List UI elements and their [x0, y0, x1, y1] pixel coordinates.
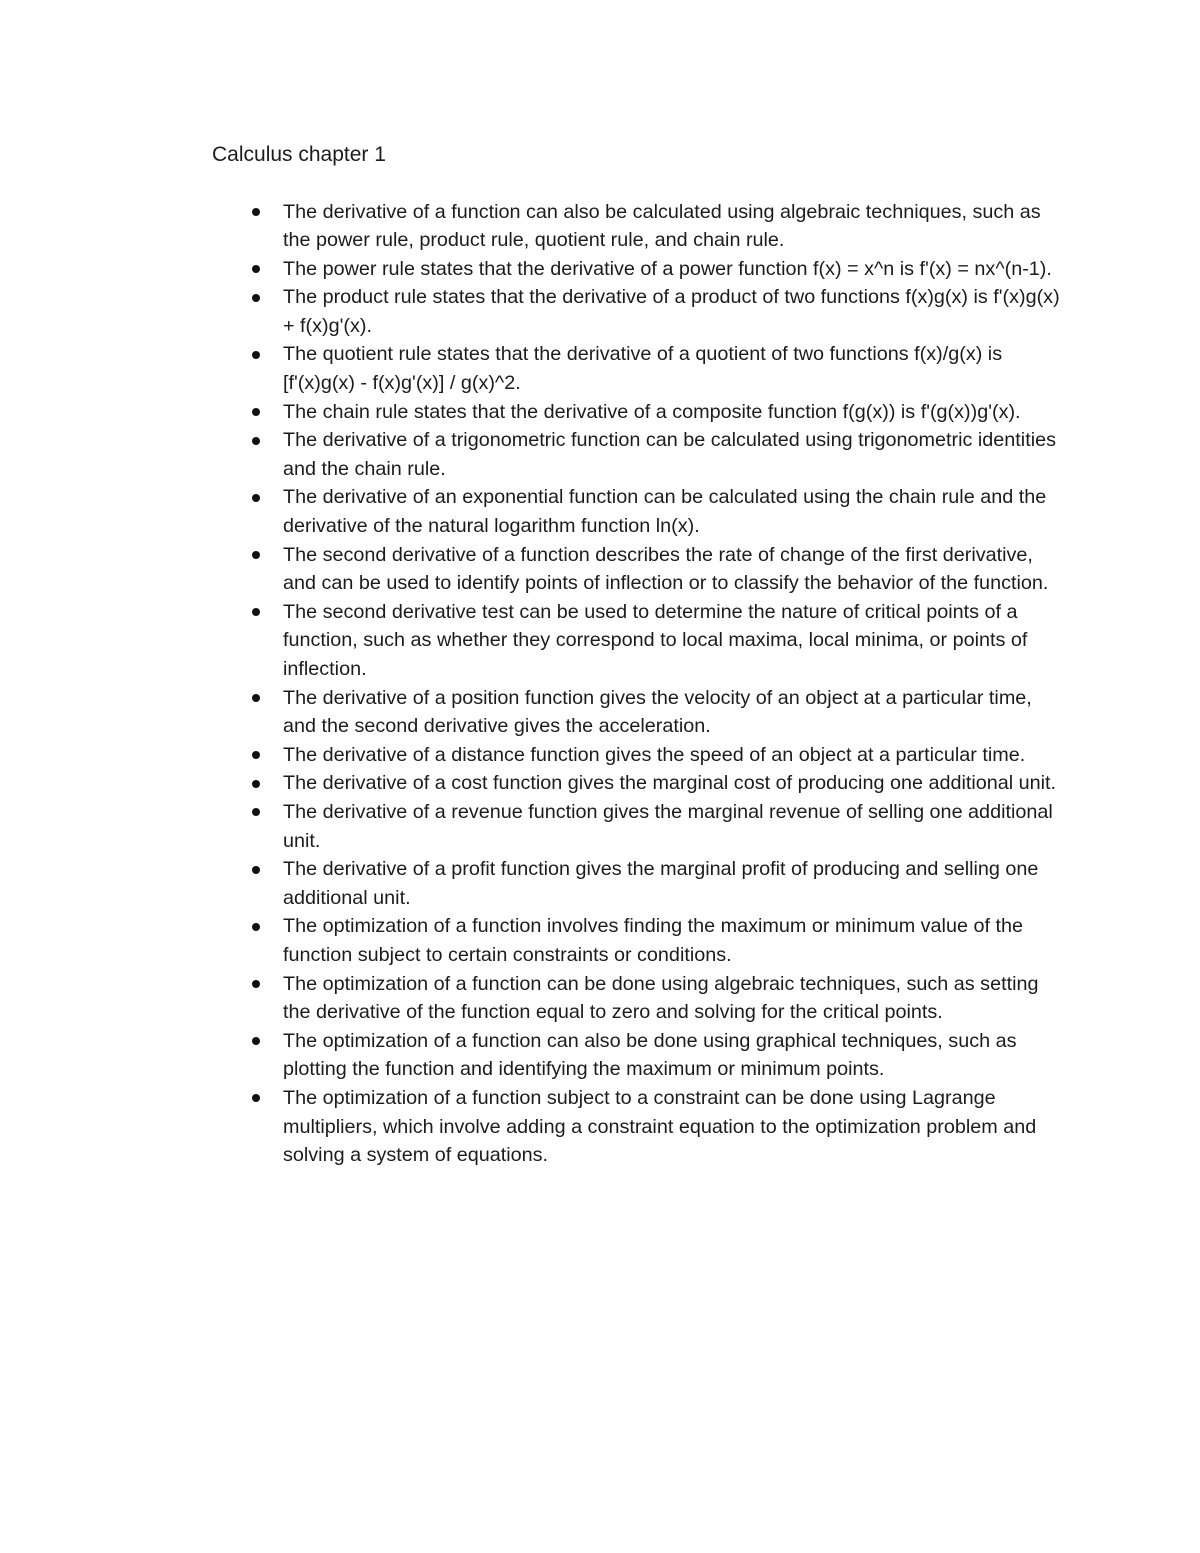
bullet-icon	[252, 751, 260, 759]
list-item	[0, 598, 1063, 684]
list-item	[0, 283, 1063, 340]
list-item	[0, 970, 1063, 1027]
page-title: Calculus chapter 1	[212, 143, 386, 166]
list-item-text: The second derivative test can be used to determine the nature of critical points of a function, such as whether they correspond to local maxima, local minima, or points of inflection.	[283, 600, 1028, 680]
list-item	[0, 483, 1063, 540]
bullet-icon	[252, 866, 260, 874]
list-item	[0, 426, 1063, 483]
list-item	[0, 741, 1063, 770]
list-item	[0, 855, 1063, 912]
bullet-icon	[252, 437, 260, 445]
list-item	[0, 684, 1063, 741]
bullet-icon	[252, 351, 260, 359]
list-item-text: The derivative of a profit function gives the marginal profit of producing and selling one additional unit.	[283, 858, 1039, 909]
bullet-list	[0, 198, 1063, 1170]
bullet-icon	[252, 1094, 260, 1102]
list-item	[0, 769, 1063, 798]
list-item-text: The derivative of a revenue function gives the marginal revenue of selling one additional unit.	[283, 800, 1053, 852]
bullet-icon	[252, 408, 260, 416]
list-item-text: The optimization of a function can be done using algebraic techniques, such as setting the derivative of the function equal to zero and solving for the critical points.	[283, 972, 1039, 1024]
list-item	[0, 340, 1063, 397]
list-item-text: The derivative of a distance function gives the speed of an object at a particular time.	[283, 743, 1026, 766]
list-item-text: The derivative of a function can also be calculated using algebraic techniques, such as the power rule, product rule, quotient rule, and chain rule.	[283, 200, 1041, 252]
bullet-icon	[252, 1037, 260, 1045]
list-item	[0, 541, 1063, 598]
list-item-text: The derivative of a trigonometric function can be calculated using trigonometric identities and the chain rule.	[283, 429, 1056, 480]
list-item	[0, 1027, 1063, 1084]
bullet-icon	[252, 694, 260, 702]
bullet-icon	[252, 294, 260, 302]
bullet-icon	[252, 551, 260, 559]
bullet-icon	[252, 494, 260, 502]
bullet-icon	[252, 780, 260, 788]
list-item-text: The quotient rule states that the derivative of a quotient of two functions f(x)/g(x) is [f'(x)g(x) - f(x)g'(x)] / g(x)^2.	[283, 343, 1003, 395]
list-item-text: The derivative of a cost function gives the marginal cost of producing one additional unit.	[283, 772, 1057, 795]
bullet-icon	[252, 808, 260, 816]
bullet-icon	[252, 608, 260, 616]
list-item-text: The derivative of a position function gives the velocity of an object at a particular time, and the second derivative gives the acceleration.	[283, 686, 1032, 738]
list-item	[0, 798, 1063, 855]
list-item-text: The optimization of a function subject to a constraint can be done using Lagrange multipliers, which involve adding a constraint equation to the optimization problem and solving a system of equations.	[283, 1086, 1037, 1167]
list-item-text: The product rule states that the derivative of a product of two functions f(x)g(x) is f'(x)g(x) + f(x)g'(x).	[283, 286, 1060, 337]
list-item	[0, 198, 1063, 255]
list-item	[0, 912, 1063, 969]
list-item-text: The power rule states that the derivative of a power function f(x) = x^n is f'(x) = nx^(n-1).	[283, 257, 1052, 280]
bullet-icon	[252, 923, 260, 931]
list-item-text: The optimization of a function involves finding the maximum or minimum value of the function subject to certain constraints or conditions.	[283, 915, 1023, 966]
list-item	[0, 1084, 1063, 1170]
list-item-text: The optimization of a function can also be done using graphical techniques, such as plotting the function and identifying the maximum or minimum points.	[283, 1029, 1017, 1081]
bullet-icon	[252, 208, 260, 216]
bullet-icon	[252, 980, 260, 988]
bullet-icon	[252, 265, 260, 273]
list-item	[0, 398, 1063, 427]
list-item-text: The chain rule states that the derivative of a composite function f(g(x)) is f'(g(x))g'(x).	[283, 400, 1021, 423]
list-item	[0, 255, 1063, 284]
list-item-text: The second derivative of a function describes the rate of change of the first derivative, and can be used to identify points of inflection or to classify the behavior of the function.	[283, 543, 1049, 595]
list-item-text: The derivative of an exponential function can be calculated using the chain rule and the derivative of the natural logarithm function ln(x).	[283, 486, 1047, 538]
